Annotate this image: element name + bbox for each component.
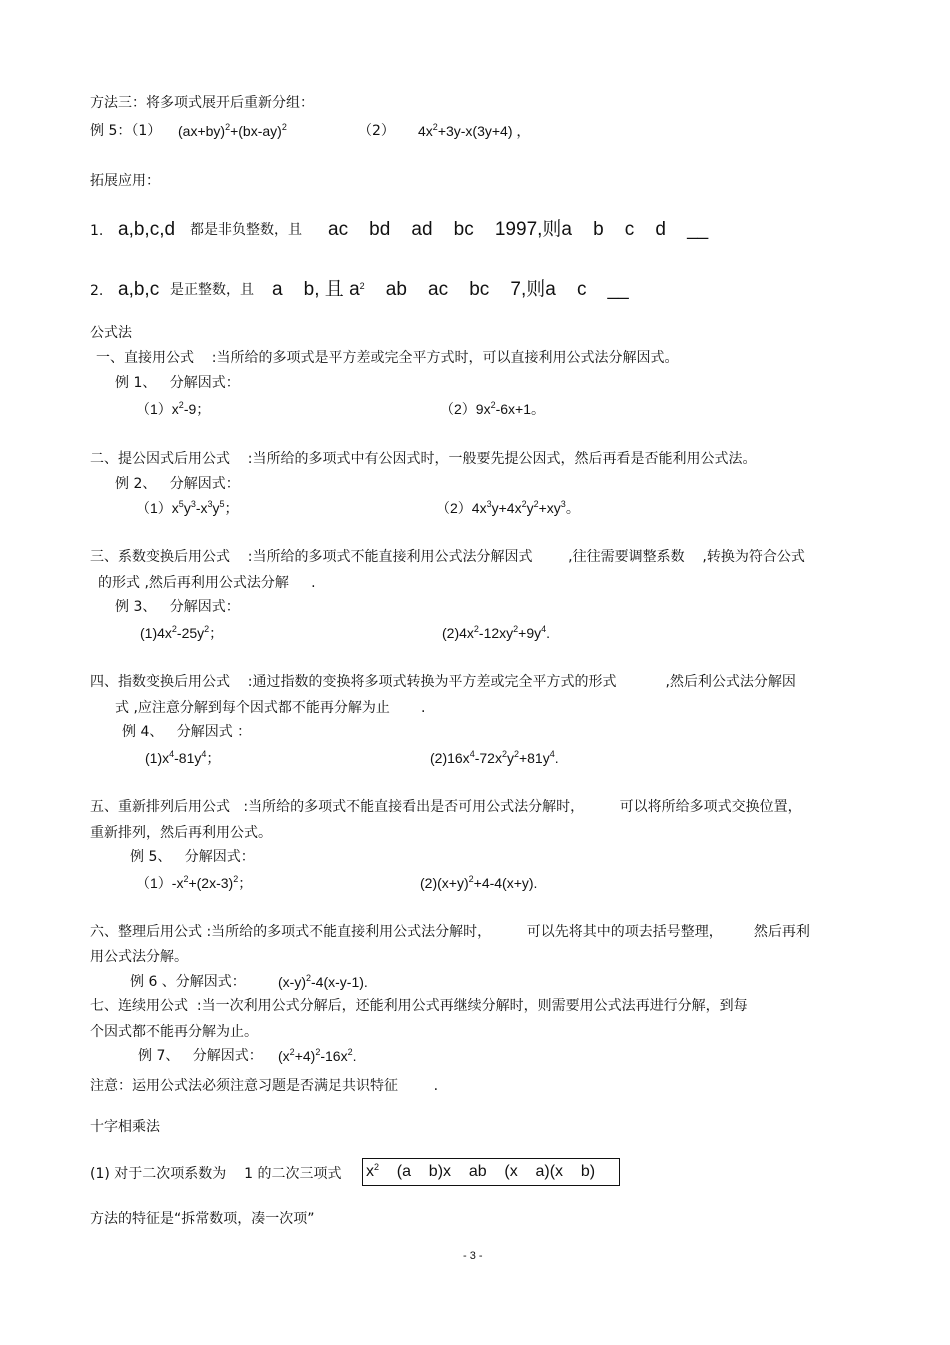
page-number: - 3 - [463,1250,483,1262]
section6-example-label: 例 6 、分解因式： [130,974,246,990]
ext-problem2-equation: a b, 且 $a^2$ ab ac bc 7,则a c __ [272,279,629,300]
section3-example-part1: $(1)4x^2-25y^2$； [140,624,224,641]
section2-example-label: 例 2、 分解因式： [115,476,240,492]
ext-problem2-text: 是正整数，且 [170,282,254,298]
example5-part2-number: （2） [358,123,395,139]
ext-problem1-vars: a,b,c,d [118,219,176,240]
example5-part1: $(ax+by)^2+(bx-ay)^2$ [178,122,287,139]
section5-example-label: 例 5、 分解因式： [130,849,255,865]
section7-text-line2: 个因式都不能再分解为止。 [90,1024,258,1040]
section3-text-line2: 的形式 ,然后再利用公式法分解 . [98,575,316,591]
section4-example-label: 例 4、 分解因式 ： [122,724,252,740]
section4-example-part1: $(1)x^4-81y^4$； [145,749,221,766]
section5-text-line2: 重新排列，然后再利用公式。 [90,825,272,841]
section7-example-expression: $(x^2+4)^2-16x^2$. [278,1047,357,1064]
section5-example-part1: $(1)-x^2+(2x-3)^2$； [136,874,253,891]
section2-example-part2: $(2)4x^3y+4x^2y^2+xy^3$。 [436,499,580,516]
section2-text: 二、提公因式后用公式 :当所给的多项式中有公因式时，一般要先提公因式，然后再看是否能利用公式法。 [90,451,757,467]
ext-problem1-number: 1. [90,223,104,239]
method3-title: 方法三：将多项式展开后重新分组： [90,95,314,111]
cross-method-title: 十字相乘法 [90,1119,160,1135]
cross-method-feature: 方法的特征是“拆常数项，凑一次项” [90,1211,315,1227]
section6-text-line1: 六、整理后用公式 :当所给的多项式不能直接利用公式法分解时， 可以先将其中的项去括号整理， 然后再利 [90,924,810,940]
cross-formula: $x^2$ (a b)x ab (x a)(x b) [366,1162,596,1180]
section6-example-expression: $(x-y)^2-4(x-y-1)$. [278,973,368,990]
section7-example-label: 例 7、 分解因式： [138,1048,263,1064]
section3-example-part2: $(2)4x^2-12xy^2+9y^4$. [442,624,551,641]
section5-example-part2: $(2)(x+y)^2+4-4(x+y)$. [420,874,538,891]
section1-text: 一、直接用公式 :当所给的多项式是平方差或完全平方式时，可以直接利用公式法分解因式。 [96,350,679,366]
section3-example-label: 例 3、 分解因式： [115,599,240,615]
formula-note: 注意：运用公式法必须注意习题是否满足共识特征 . [90,1078,439,1094]
example5-label: 例 5：（1） [90,123,162,139]
section4-text-line2: 式 ,应注意分解到每个因式都不能再分解为止 . [115,700,426,716]
example5-part2: $4x^2+3y-x(3y+4)$ ， [418,122,531,139]
section7-text-line1: 七、连续用公式 :当一次利用公式分解后，还能利用公式再继续分解时，则需要用公式法再进行分解，到每 [90,998,748,1014]
section1-example-part1: $(1)x^2-9$； [136,400,211,417]
section5-text-line1: 五、重新排列后用公式 :当所给的多项式不能直接看出是否可用公式法分解时， 可以将所给多项式交换位置， [90,799,802,815]
section4-example-part2: $(2)16x^4-72x^2y^2+81y^4$. [430,749,559,766]
ext-problem2-vars: a,b,c [118,279,160,300]
ext-problem1-text: 都是非负整数，且 [190,222,302,238]
formula-method-title: 公式法 [90,325,132,341]
section2-example-part1: $(1)x^5y^3-x^3y^5$； [136,499,239,516]
ext-problem1-equation: ac bd ad bc 1997,则a b c d __ [328,219,709,240]
section6-text-line2: 用公式法分解。 [90,949,188,965]
section4-text-line1: 四、指数变换后用公式 :通过指数的变换将多项式转换为平方差或完全平方式的形式 ,然后利公式法分解因 [90,674,796,690]
ext-problem2-number: 2. [90,283,104,299]
extension-title: 拓展应用： [90,173,160,189]
section1-example-part2: $(2)9x^2-6x+1$。 [440,400,546,417]
cross-method-line1: (1) 对于二次项系数为 1 的二次三项式 [90,1166,342,1182]
section1-example-label: 例 1、 分解因式： [115,375,240,391]
section3-text-line1: 三、系数变换后用公式 :当所给的多项式不能直接利用公式法分解因式 ,往往需要调整系数 ,转换为符合公式 [90,549,805,565]
